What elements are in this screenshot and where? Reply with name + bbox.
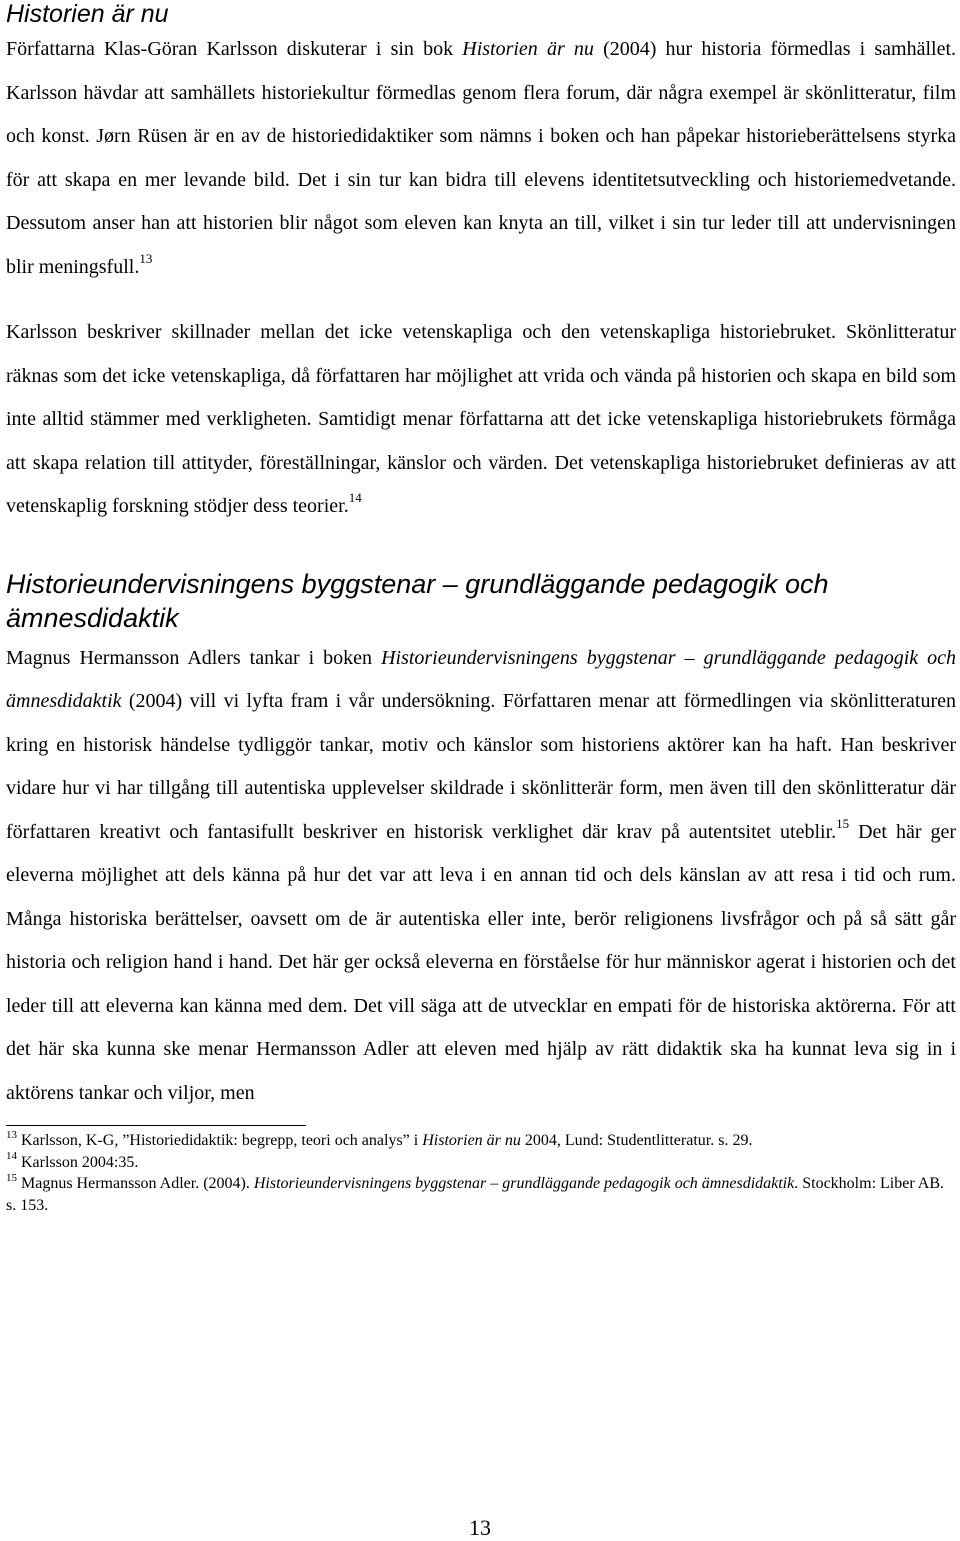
paragraph-text: (2004) hur historia förmedlas i samhället. Karlsson hävdar att samhällets historiekultur förmedlas genom flera forum, där några exempel är skönlitteratur, film och konst. Jørn Rüsen är en av de historiedidaktiker som nämns i boken och han påpekar historieberättelsens styrka för att skapa en mer levande bild. Det i sin tur kan bidra till elevens identitetsutveckling och historiemedvetande. Dessutom anser han att historien blir något som eleven kan knyta an till, vilket i sin tur leder till att undervisningen blir meningsfull. <box>6 38 957 278</box>
footnote-title: Historien är nu <box>422 1132 521 1149</box>
footnote-text: Karlsson 2004:35. <box>21 1153 139 1171</box>
footnote-text: . Stockholm: Liber AB. s. 153. <box>6 1175 945 1214</box>
footnote-number: 15 <box>6 1171 17 1184</box>
page-number: 13 <box>469 1515 491 1540</box>
section-heading-historien-ar-nu: Historien är nu <box>6 0 169 28</box>
footnote-text: 2004, Lund: Studentlitteratur. s. 29. <box>520 1132 753 1149</box>
footnote-text: Magnus Hermansson Adler. (2004). <box>21 1175 254 1192</box>
paragraph-text: Det här ger eleverna möjlighet att dels känna på hur det var att leva i en annan tid och dels känslan av att resa i tid och rum. Många historiska berättelser, oavsett om de är autentiska eller inte, berör religionens livsfrågor och på så sätt går historia och religion hand i hand. Det här ger också eleverna en förståelse för hur människor agerat i historien och det leder till att eleverna kan känna med dem. Det vill säga att de utvecklar en empati för de historiska aktörerna. För att det här ska kunna ske menar Hermansson Adler att eleven med hjälp av rätt didaktik ska ha kunnat leva sig in i aktörens tankar och viljor, men <box>6 820 956 1104</box>
book-title: Historieundervisningens byggstenar – grundläggande pedagogik och ämnesdidaktik <box>6 646 957 712</box>
footnote-text: Karlsson, K-G, ”Historiedidaktik: begrepp, teori och analys” i <box>21 1132 423 1149</box>
footnote-title: Historieundervisningens byggstenar – grundläggande pedagogik och ämnesdidaktik <box>253 1175 795 1192</box>
paragraph-text: Karlsson beskriver skillnader mellan det icke vetenskapliga och den vetenskapliga historiebruket. Skönlitteratur räknas som det icke vetenskapliga, då författaren har möjlighet att vrida och vända på historien och skapa en bild som inte alltid stämmer med verkligheten. Samtidigt menar författarna att det icke vetenskapliga historiebrukets förmåga att skapa relation till attityder, föreställningar, känslor och värden. Det vetenskapliga historiebruket definieras av att vetenskaplig forskning stödjer dess teorier. <box>6 321 956 517</box>
paragraph-text: Magnus Hermansson Adlers tankar i boken <box>6 646 382 669</box>
paragraph <box>6 311 956 529</box>
footnote-number: 13 <box>6 1128 17 1141</box>
footnote-ref[interactable]: 13 <box>139 250 153 266</box>
section-heading-historieundervisningens-byggstenar: Historieundervisningens byggstenar – grundläggande pedagogik och ämnesdidaktik <box>6 568 829 633</box>
document-page <box>6 0 956 1216</box>
paragraph <box>6 637 956 1116</box>
paragraph-text: (2004) vill vi lyfta fram i vår undersökning. Författaren menar att förmedlingen via skönlitteraturen kring en historisk händelse tydliggör tankar, motiv och känslor som historiens aktörer kan ha haft. Han beskriver vidare hur vi har tillgång till autentiska upplevelser skildrade i skönlitterär form, men även till den skönlitteratur där författaren kreativt och fantasifullt beskriver en historisk verklighet där krav på autentsitet uteblir. <box>6 690 956 843</box>
footnote-ref[interactable]: 14 <box>348 490 362 506</box>
book-title: Historien är nu <box>462 38 594 60</box>
footnote <box>6 1173 956 1216</box>
footnote-number: 14 <box>6 1150 17 1163</box>
footnote-ref[interactable]: 15 <box>836 815 850 831</box>
paragraph-text: Författarna Klas-Göran Karlsson diskuterar i sin bok <box>6 38 463 60</box>
footnote <box>6 1130 956 1152</box>
paragraph <box>6 28 956 289</box>
footnote <box>6 1152 956 1174</box>
footnote-divider <box>6 1125 306 1126</box>
